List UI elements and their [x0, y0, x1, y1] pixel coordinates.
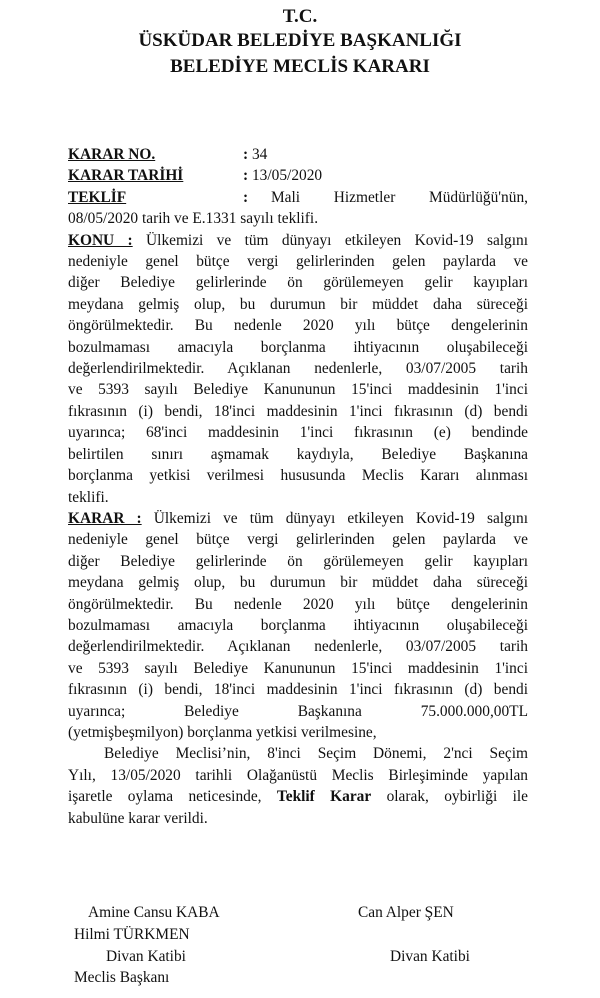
karar-line: uyarınca; Belediye Başkanına 75.000.000,00TL: [68, 702, 528, 720]
konu-line: ve 5393 sayılı Belediye Kanununun 15'inci maddesinin 1'inci: [68, 381, 528, 399]
konu-line: borçlanma yetkisi verilmesi hususunda Meclis Kararı alınması: [68, 467, 528, 485]
konu-line: teklifi.: [68, 488, 109, 506]
konu-line: bozulmaması amacıyla borçlanma ihtiyacının oluşabileceği: [68, 338, 528, 356]
karar-line: fıkrasının (i) bendi, 18'inci maddesinin 1'inci fıkrasının (d) bendi: [68, 681, 528, 699]
karar-line: öngörülmektedir. Bu nedenle 2020 yılı bütçe dengelerinin: [68, 595, 528, 613]
karar-line: ve 5393 sayılı Belediye Kanununun 15'inci maddesinin 1'inci: [68, 659, 528, 677]
karar-line-0: KARAR : Ülkemizi ve tüm dünyayı etkileyen Kovid-19 salgını: [68, 509, 528, 527]
header-document-type: BELEDİYE MECLİS KARARI: [170, 56, 430, 77]
karar-no-row: KARAR NO. : 34: [68, 144, 528, 165]
konu-line: nedeniyle genel bütçe vergi gelirlerinden gelen paylarda ve: [68, 253, 528, 271]
konu-line: değerlendirilmektedir. Açıklanan nedenlerle, 03/07/2005 tarih: [68, 360, 528, 378]
header-municipality: ÜSKÜDAR BELEDİYE BAŞKANLIĞI: [138, 30, 462, 51]
karar-line: değerlendirilmektedir. Açıklanan nedenlerle, 03/07/2005 tarih: [68, 638, 528, 656]
karar-no-label: KARAR NO.: [68, 146, 156, 163]
teklif-line-2: 08/05/2020 tarih ve E.1331 sayılı teklifi.: [68, 210, 319, 228]
closing-line-4: kabulüne karar verildi.: [68, 809, 208, 827]
closing-line-3: işaretle oylama neticesinde, Teklif Karar olarak, oybirliği ile: [68, 788, 528, 806]
karar-line: (yetmişbeşmilyon) borçlanma yetkisi verilmesine,: [68, 723, 377, 741]
karar-tarihi-row: KARAR TARİHİ : 13/05/2020: [68, 165, 528, 186]
konu-line: diğer Belediye gelirlerinde ön görülemeyen gelir kayıpları: [68, 274, 528, 292]
konu-line: fıkrasının (i) bendi, 18'inci maddesinin 1'inci fıkrasının (d) bendi: [68, 402, 528, 420]
karar-line: diğer Belediye gelirlerinde ön görülemeyen gelir kayıpları: [68, 552, 528, 570]
konu-line: belirtilen sınırı aşmamak kaydıyla, Belediye Başkanına: [68, 445, 528, 463]
karar-line: meydana gelmiş olup, bu durumun bir müddet daha süreceği: [68, 574, 528, 592]
karar-tarihi-value: 13/05/2020: [251, 167, 323, 185]
teklif-row: TEKLİF : Mali Hizmetler Müdürlüğü'nün,: [68, 187, 528, 208]
konu-line: meydana gelmiş olup, bu durumun bir müddet daha süreceği: [68, 295, 528, 313]
closing-line-1: Belediye Meclisi’nin, 8'inci Seçim Dönemi, 2'nci Seçim: [104, 745, 528, 763]
konu-line-0: KONU : Ülkemizi ve tüm dünyayı etkileyen Kovid-19 salgını: [68, 231, 528, 249]
president-title: Meclis Başkanı: [74, 969, 170, 986]
konu-line: öngörülmektedir. Bu nedenle 2020 yılı bütçe dengelerinin: [68, 317, 528, 335]
secretary1-title: Divan Katibi: [106, 948, 186, 965]
secretary2-title: Divan Katibi: [390, 948, 470, 965]
karar-label: KARAR :: [68, 509, 142, 527]
secretary1-name: Hilmi TÜRKMEN: [74, 926, 190, 943]
secretary2-name: Can Alper ŞEN: [358, 904, 454, 921]
teklif-line-1: Mali Hizmetler Müdürlüğü'nün,: [271, 188, 528, 206]
konu-label: KONU :: [68, 231, 133, 249]
teklif-label: TEKLİF: [68, 188, 127, 206]
teklif-karar-emphasis: Teklif Karar: [276, 788, 372, 806]
karar-no-value: 34: [251, 146, 268, 163]
konu-line: uyarınca; 68'inci maddesinin 1'inci fıkrasının (e) bendinde: [68, 424, 528, 442]
header-country: T.C.: [282, 6, 318, 27]
karar-line: nedeniyle genel bütçe vergi gelirlerinden gelen paylarda ve: [68, 531, 528, 549]
karar-line: bozulmaması amacıyla borçlanma ihtiyacının oluşabileceği: [68, 616, 528, 634]
document-body: [68, 144, 528, 829]
president-name: Amine Cansu KABA: [88, 904, 220, 921]
closing-line-2: Yılı, 13/05/2020 tarihli Olağanüstü Meclis Birleşiminde yapılan: [68, 766, 528, 784]
karar-tarihi-label: KARAR TARİHİ: [68, 167, 184, 185]
